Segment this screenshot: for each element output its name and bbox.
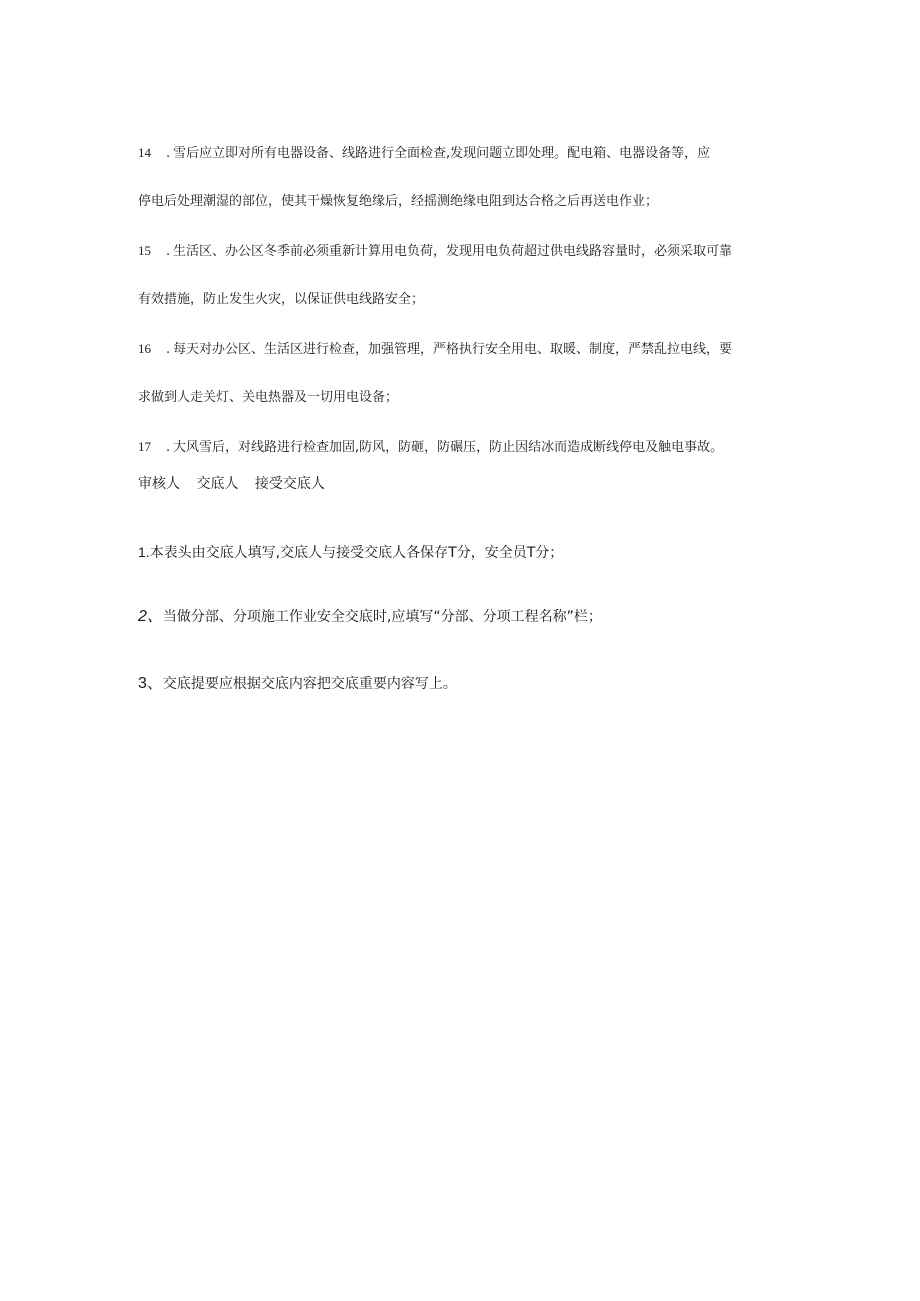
item-15-line2: [138, 291, 424, 309]
note-text: 交底提要应根据交底内容把交底重要内容写上。: [162, 676, 457, 692]
discloser-label: 交底人: [196, 476, 239, 492]
item-number: 15: [138, 243, 151, 258]
note-text: 当做分部、分项施工作业安全交底时,应填写“分部、分项工程名称”栏；: [162, 609, 602, 625]
item-14-line2: [138, 193, 658, 211]
item-separator: .: [166, 440, 171, 455]
item-16-line1: [138, 340, 732, 359]
item-text: 停电后处理潮湿的部位，使其干燥恢复绝缘后，经摇测绝缘电阻到达合格之后再送电作业；: [138, 194, 659, 209]
receiver-label: 接受交底人: [254, 476, 325, 492]
item-separator: .: [166, 342, 171, 357]
signature-row: [138, 475, 325, 493]
note-1: [138, 542, 563, 563]
item-17-line1: [138, 438, 723, 457]
item-text: 有效措施，防止发生火灾，以保证供电线路安全；: [138, 292, 425, 307]
note-text: 本表头由交底人填写,交底人与接受交底人各保存T分，安全员T分；: [149, 545, 564, 561]
item-16-line2: [138, 389, 398, 407]
note-number: 2、: [138, 608, 163, 625]
note-number: 1.: [138, 544, 150, 560]
note-3: [138, 674, 457, 694]
item-text: 每天对办公区、生活区进行检查，加强管理，严格执行安全用电、取暖、制度，严禁乱拉电线，要: [173, 342, 733, 357]
note-number: 3、: [138, 675, 163, 692]
item-14-line1: [138, 144, 710, 163]
note-2: [138, 607, 602, 627]
reviewer-label: 审核人: [138, 476, 180, 492]
item-15-line1: [138, 242, 732, 261]
item-text: 雪后应立即对所有电器设备、线路进行全面检查,发现问题立即处理。配电箱、电器设备等，应: [173, 146, 711, 161]
item-text: 生活区、办公区冬季前必须重新计算用电负荷，发现用电负荷超过供电线路容量时，必须采取可靠: [173, 244, 733, 259]
item-text: 求做到人走关灯、关电热器及一切用电设备；: [138, 390, 399, 405]
item-text: 大风雪后，对线路进行检查加固,防风，防砸，防碾压，防止因结冰而造成断线停电及触电事故。: [173, 440, 724, 455]
item-number: 14: [138, 145, 151, 160]
item-separator: .: [166, 244, 171, 259]
item-number: 17: [138, 439, 151, 454]
item-number: 16: [138, 341, 151, 356]
item-separator: .: [166, 146, 171, 161]
